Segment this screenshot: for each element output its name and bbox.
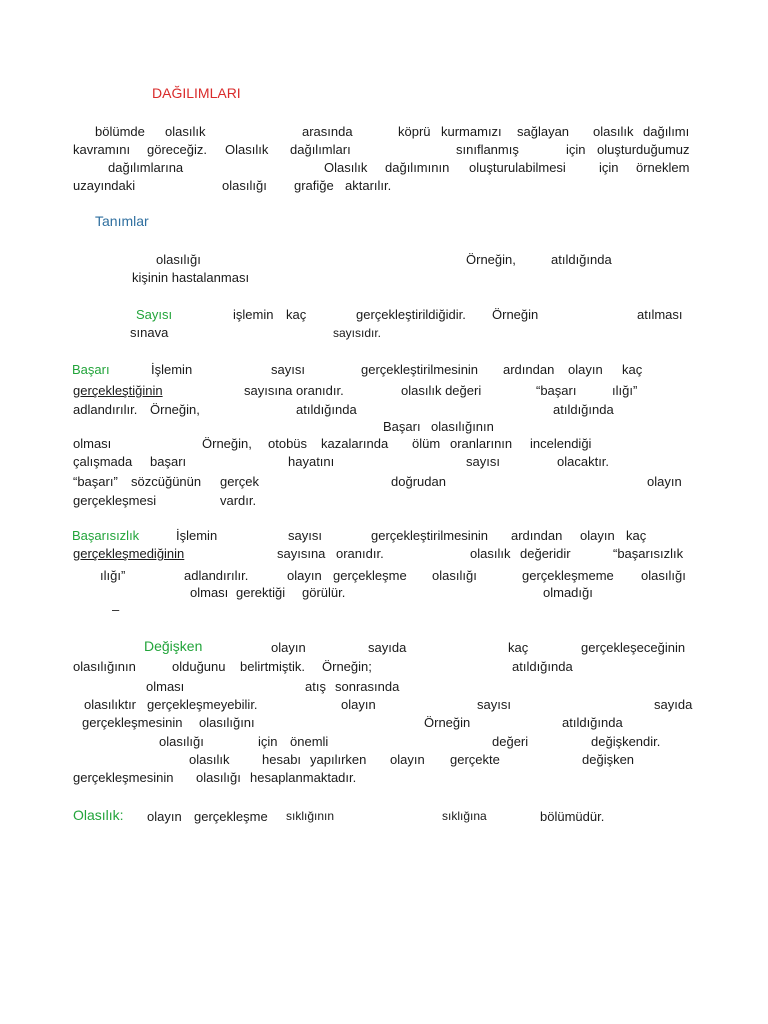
- word: için: [599, 160, 619, 175]
- word: olayın: [341, 697, 376, 712]
- word: bölümüdür.: [540, 809, 605, 824]
- word: “başarı”: [73, 474, 118, 489]
- word: olasılığı: [159, 734, 204, 749]
- word: ardından: [511, 528, 563, 543]
- word: kazalarında: [321, 436, 389, 451]
- word: olasılık değeri: [401, 383, 482, 398]
- word: örneklem: [636, 160, 690, 175]
- word: kavramını: [73, 142, 131, 157]
- word: olması: [146, 679, 185, 694]
- word: sayısı: [288, 528, 322, 543]
- word: olasılığının: [431, 419, 494, 434]
- word: Örneğin,: [150, 402, 200, 417]
- word: sağlayan: [517, 124, 570, 139]
- word: arasında: [302, 124, 353, 139]
- word: sayısıdır.: [333, 326, 382, 340]
- word: gerçekleşeceğinin: [581, 640, 686, 655]
- word: oluşturulabilmesi: [469, 160, 566, 175]
- word: dağılımının: [385, 160, 450, 175]
- word: atıldığında: [512, 659, 573, 674]
- word: dağılımlarına: [108, 160, 184, 175]
- word: sayısına oranıdır.: [244, 383, 344, 398]
- word: olasılık: [189, 752, 230, 767]
- word: gerçekleşme: [333, 568, 407, 583]
- word: ölüm: [412, 436, 441, 451]
- definitions-heading: Tanımlar: [95, 213, 149, 229]
- word: olayın: [568, 362, 603, 377]
- word: ardından: [503, 362, 555, 377]
- word: “başarısızlık: [613, 546, 684, 561]
- word: gerçekte: [450, 752, 500, 767]
- word: hesaplanmaktadır.: [250, 770, 357, 785]
- word: değişkendir.: [591, 734, 661, 749]
- word: ılığı”: [612, 383, 638, 398]
- word: göreceğiz.: [147, 142, 207, 157]
- word: çalışmada: [73, 454, 133, 469]
- word: kişinin hastalanması: [132, 270, 250, 285]
- word: yapılırken: [310, 752, 367, 767]
- word: önemli: [290, 734, 329, 749]
- word: işlemin: [233, 307, 274, 322]
- word: olayın: [147, 809, 182, 824]
- word: olacaktır.: [557, 454, 610, 469]
- term-label: Değişken: [144, 638, 203, 654]
- word: incelendiği: [530, 436, 592, 451]
- word: uzayındaki: [73, 178, 136, 193]
- word: sayısına: [277, 546, 326, 561]
- word: başarı: [150, 454, 187, 469]
- word: olasılığı: [641, 568, 686, 583]
- word: Örneğin: [424, 715, 471, 730]
- word: atıldığında: [296, 402, 357, 417]
- term-label: Başarı: [72, 362, 110, 377]
- word: otobüs: [268, 436, 308, 451]
- word: gerçekleşme: [194, 809, 268, 824]
- word: olasılığının: [73, 659, 136, 674]
- word: olmadığı: [543, 585, 593, 600]
- word: değeridir: [520, 546, 571, 561]
- word: Örneğin,: [202, 436, 252, 451]
- word: atış: [305, 679, 326, 694]
- word: gerçekleşmeme: [522, 568, 614, 583]
- word: gerçekleşmesinin: [73, 770, 174, 785]
- word: vardır.: [220, 493, 257, 508]
- underlined-term: gerçekleştiğinin: [73, 383, 163, 398]
- word: olasılık: [165, 124, 206, 139]
- word: olasılığını: [199, 715, 255, 730]
- word: atılması: [637, 307, 683, 322]
- word: olasılıktır: [84, 697, 137, 712]
- word: ılığı”: [100, 568, 126, 583]
- word: kurmamızı: [441, 124, 502, 139]
- underlined-term: gerçekleşmediğinin: [73, 546, 185, 561]
- word: doğrudan: [391, 474, 446, 489]
- word: değeri: [492, 734, 529, 749]
- word: için: [566, 142, 586, 157]
- word: olasılığı: [432, 568, 477, 583]
- word: olayın: [580, 528, 615, 543]
- word: dağılımı: [643, 124, 690, 139]
- word: gerçekleşmesinin: [82, 715, 183, 730]
- word: gerçekleşmesi: [73, 493, 157, 508]
- word: kaç: [622, 362, 643, 377]
- word: dağılımları: [290, 142, 351, 157]
- word: Olasılık: [324, 160, 368, 175]
- word: değişken: [582, 752, 635, 767]
- word: sözcüğünün: [131, 474, 202, 489]
- word: belirtmiştik.: [240, 659, 306, 674]
- word: sayısı: [477, 697, 511, 712]
- word: adlandırılır.: [73, 402, 138, 417]
- word: aktarılır.: [345, 178, 392, 193]
- word: oranlarının: [450, 436, 513, 451]
- word: kaç: [626, 528, 647, 543]
- word: İşlemin: [151, 362, 193, 377]
- word: sayısı: [466, 454, 500, 469]
- word: kaç: [286, 307, 307, 322]
- word: gerçekleştirildiğidir.: [356, 307, 466, 322]
- section-title: DAĞILIMLARI: [152, 85, 241, 101]
- word: gerektiği: [236, 585, 286, 600]
- word: gerçekleşmeyebilir.: [147, 697, 258, 712]
- word: gerçekleştirilmesinin: [371, 528, 489, 543]
- word: Örneğin,: [466, 252, 516, 267]
- word: olasılığı: [156, 252, 201, 267]
- word: sınava: [130, 325, 169, 340]
- word: görülür.: [302, 585, 346, 600]
- word: hayatını: [288, 454, 335, 469]
- word: Olasılık: [225, 142, 269, 157]
- word: olduğunu: [172, 659, 226, 674]
- word: oluşturduğumuz: [597, 142, 690, 157]
- word: olasılığı: [222, 178, 267, 193]
- word: sıklığına: [442, 809, 487, 823]
- word: İşlemin: [176, 528, 218, 543]
- word: olasılık: [470, 546, 511, 561]
- word: hesabı: [262, 752, 302, 767]
- word: atıldığında: [553, 402, 614, 417]
- word: olasılığı: [196, 770, 241, 785]
- word: adlandırılır.: [184, 568, 249, 583]
- word: olayın: [271, 640, 306, 655]
- word: sayıda: [654, 697, 693, 712]
- word: sınıflanmış: [456, 142, 519, 157]
- term-label: Sayısı: [136, 307, 173, 322]
- word: için: [258, 734, 278, 749]
- word: bölümde: [95, 124, 145, 139]
- word: sayısı: [271, 362, 305, 377]
- word: olması: [190, 585, 229, 600]
- word: atıldığında: [562, 715, 623, 730]
- word: sayıda: [368, 640, 407, 655]
- word: sıklığının: [286, 809, 335, 823]
- word: Başarı: [383, 419, 421, 434]
- word: oranıdır.: [336, 546, 384, 561]
- word: gerçekleştirilmesinin: [361, 362, 479, 377]
- word: sonrasında: [335, 679, 400, 694]
- word: gerçek: [220, 474, 260, 489]
- word: köprü: [398, 124, 431, 139]
- word: olasılık: [593, 124, 634, 139]
- term-label: Olasılık:: [73, 807, 124, 823]
- word: olayın: [390, 752, 425, 767]
- word: Örneğin;: [322, 659, 372, 674]
- word: kaç: [508, 640, 529, 655]
- word: grafiğe: [294, 178, 334, 193]
- word: Örneğin: [492, 307, 539, 322]
- word: olayın: [647, 474, 682, 489]
- term-label: Başarısızlık: [72, 528, 140, 543]
- word: atıldığında: [551, 252, 612, 267]
- word: olayın: [287, 568, 322, 583]
- word: –: [112, 602, 120, 617]
- word: olması: [73, 436, 112, 451]
- word: “başarı: [536, 383, 577, 398]
